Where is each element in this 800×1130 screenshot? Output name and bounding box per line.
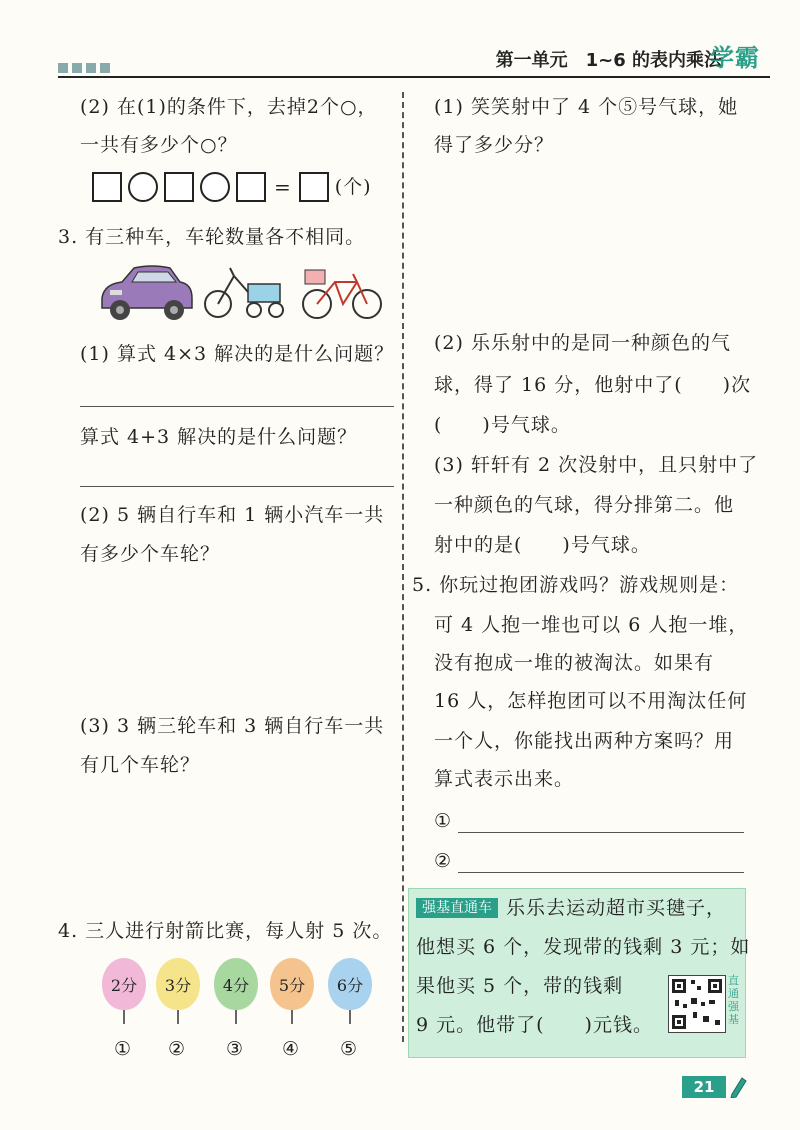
q4-2-text-1: (2) 乐乐射中的是同一种颜色的气 bbox=[434, 332, 731, 354]
answer-line[interactable] bbox=[80, 486, 394, 487]
balloon-string bbox=[177, 1010, 179, 1024]
bicycle-icon bbox=[303, 270, 381, 318]
balloon-number-3: ③ bbox=[226, 1038, 244, 1060]
unit-label: (个) bbox=[334, 175, 372, 198]
challenge-text-1: 乐乐去运动超市买毽子， bbox=[506, 897, 727, 919]
balloon-number-5: ⑤ bbox=[340, 1038, 358, 1060]
answer-box[interactable] bbox=[164, 172, 194, 202]
operator-circle[interactable] bbox=[200, 172, 230, 202]
challenge-text-4: 9 元。他带了( )元钱。 bbox=[416, 1014, 653, 1036]
q5-text-4: 16 人，怎样抱团可以不用淘汰任何 bbox=[434, 690, 748, 712]
q3-3-text-2: 有几个车轮？ bbox=[80, 754, 201, 776]
q3-2-text-1: (2) 5 辆自行车和 1 辆小汽车一共 bbox=[80, 504, 385, 526]
plan-1-line[interactable] bbox=[458, 832, 744, 833]
answer-box[interactable] bbox=[92, 172, 122, 202]
q3-3-text-1: (3) 3 辆三轮车和 3 辆自行车一共 bbox=[80, 715, 385, 737]
balloon-string bbox=[235, 1010, 237, 1024]
challenge-tag: 强基直通车 bbox=[416, 898, 498, 918]
balloon-1: 2分 bbox=[102, 958, 146, 1010]
balloon-number-4: ④ bbox=[282, 1038, 300, 1060]
q4-3-text-3: 射中的是( )号气球。 bbox=[434, 534, 651, 556]
q2-2-text-2: 一共有多少个○？ bbox=[80, 134, 238, 156]
tricycle-icon bbox=[205, 268, 283, 317]
balloon-number-1: ① bbox=[114, 1038, 132, 1060]
answer-line[interactable] bbox=[80, 406, 394, 407]
header-title: 第一单元 1~6 的表内乘法 bbox=[495, 50, 722, 71]
plan-2-line[interactable] bbox=[458, 872, 744, 873]
balloon-number-2: ② bbox=[168, 1038, 186, 1060]
q4-3-text-2: 一种颜色的气球，得分排第二。他 bbox=[434, 494, 735, 516]
balloon-2: 3分 bbox=[156, 958, 200, 1010]
challenge-text-2: 他想买 6 个，发现带的钱剩 3 元；如 bbox=[416, 936, 751, 958]
result-box[interactable] bbox=[299, 172, 329, 202]
q4-2-text-2: 球，得了 16 分，他射中了( )次 bbox=[434, 374, 752, 396]
operator-circle[interactable] bbox=[128, 172, 158, 202]
q4-3-text-1: (3) 轩轩有 2 次没射中，且只射中了 bbox=[434, 454, 759, 476]
qr-label: 直通强基 bbox=[728, 974, 739, 1026]
q4-1-text-1: (1) 笑笑射中了 4 个⑤号气球，她 bbox=[434, 96, 739, 118]
column-divider bbox=[402, 92, 404, 1042]
q4-title: 4. 三人进行射箭比赛，每人射 5 次。 bbox=[58, 920, 393, 942]
vehicles-illustration bbox=[96, 262, 386, 324]
page-number: 21 bbox=[682, 1076, 726, 1098]
q3-1-text-2: 算式 4+3 解决的是什么问题？ bbox=[80, 426, 358, 448]
equation-boxes bbox=[92, 172, 372, 202]
q5-text-2: 可 4 人抱一堆也可以 6 人抱一堆， bbox=[434, 614, 749, 636]
q5-text-3: 没有抱成一堆的被淘汰。如果有 bbox=[434, 652, 715, 674]
q2-2-text-1: (2) 在(1)的条件下，去掉2个○， bbox=[80, 96, 378, 118]
q4-1-text-2: 得了多少分？ bbox=[434, 134, 555, 156]
answer-box[interactable] bbox=[236, 172, 266, 202]
q3-2-text-2: 有多少个车轮？ bbox=[80, 543, 221, 565]
balloon-string bbox=[349, 1010, 351, 1024]
car-icon bbox=[102, 266, 192, 320]
q5-text-5: 一个人，你能找出两种方案吗？用 bbox=[434, 730, 735, 752]
q3-title: 3. 有三种车，车轮数量各不相同。 bbox=[58, 226, 366, 248]
q3-1-text-1: (1) 算式 4×3 解决的是什么问题？ bbox=[80, 343, 395, 365]
challenge-text-3: 果他买 5 个，带的钱剩 bbox=[416, 975, 624, 997]
balloon-3: 4分 bbox=[214, 958, 258, 1010]
header-decoration bbox=[58, 58, 114, 77]
q5-text-6: 算式表示出来。 bbox=[434, 768, 575, 790]
plan-1-marker: ① bbox=[434, 810, 453, 832]
balloon-string bbox=[123, 1010, 125, 1024]
balloon-string bbox=[291, 1010, 293, 1024]
equals-sign: = bbox=[274, 175, 291, 199]
q4-2-text-3: ( )号气球。 bbox=[434, 414, 571, 436]
balloon-4: 5分 bbox=[270, 958, 314, 1010]
q5-text-1: 5. 你玩过抱团游戏吗？游戏规则是： bbox=[412, 574, 740, 596]
balloon-5: 6分 bbox=[328, 958, 372, 1010]
header-brand: 学霸 bbox=[710, 44, 760, 72]
header-rule bbox=[58, 76, 770, 78]
pencil-icon bbox=[728, 1074, 748, 1098]
plan-2-marker: ② bbox=[434, 850, 453, 872]
qr-code-icon[interactable] bbox=[668, 975, 726, 1033]
